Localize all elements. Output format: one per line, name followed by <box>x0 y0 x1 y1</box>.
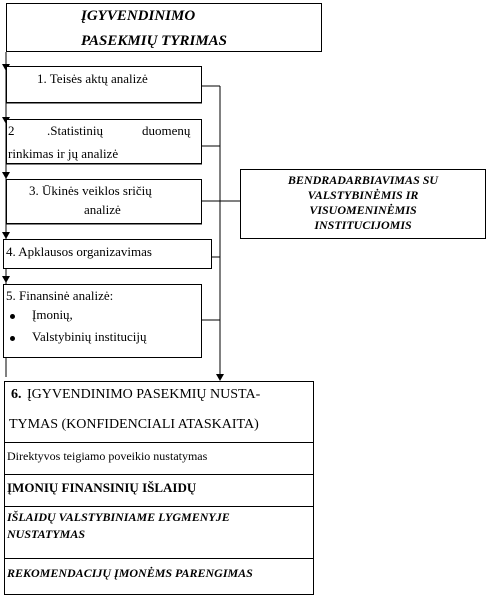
step-5-box <box>3 284 202 358</box>
step-2-number: 2 <box>8 123 15 138</box>
step-5-item-2: Valstybinių institucijų <box>32 329 147 344</box>
bullet-icon <box>10 336 15 341</box>
cooperation-line3: VISUOMENINĖMIS <box>309 203 417 217</box>
result-divider <box>5 442 313 443</box>
step-2-box <box>6 119 202 164</box>
step-3-line2: analizė <box>84 202 121 217</box>
result-line2: TYMAS (KONFIDENCIALI ATASKAITA) <box>9 417 259 432</box>
result-row4: REKOMENDACIJŲ ĮMONĖMS PARENGIMAS <box>7 566 253 580</box>
step-2-word1: .Statistinių <box>47 123 103 138</box>
result-number: 6. <box>11 387 22 402</box>
step-1-label: 1. Teisės aktų analizė <box>37 71 148 86</box>
result-row2: ĮMONIŲ FINANSINIŲ IŠLAIDŲ <box>7 480 197 495</box>
bullet-icon <box>10 314 15 319</box>
title-line1: ĮGYVENDINIMO <box>81 8 196 24</box>
step-5-item-1: Įmonių, <box>32 307 73 322</box>
cooperation-box <box>240 169 486 239</box>
step-3-line1: 3. Ūkinės veiklos sričių <box>29 183 152 198</box>
result-row1: Direktyvos teigiamo poveikio nustatymas <box>7 449 208 463</box>
step-4-box <box>3 239 212 269</box>
result-box <box>4 381 314 595</box>
result-line1: ĮGYVENDINIMO PASEKMIŲ NUSTA- <box>27 387 261 402</box>
cooperation-line4: INSTITUCIJOMIS <box>314 218 412 232</box>
result-row3-line1: IŠLAIDŲ VALSTYBINIAME LYGMENYJE <box>7 510 230 524</box>
result-divider <box>5 558 313 559</box>
result-divider <box>5 474 313 475</box>
result-row3-line2: NUSTATYMAS <box>7 527 86 541</box>
cooperation-line1: BENDRADARBIAVIMAS SU <box>287 173 439 187</box>
step-2-word2: duomenų <box>142 123 191 138</box>
step-1-box <box>6 66 202 103</box>
step-5-title: 5. Finansinė analizė: <box>6 288 114 303</box>
cooperation-line2: VALSTYBINĖMIS IR <box>307 188 419 202</box>
title-line2: PASEKMIŲ TYRIMAS <box>81 33 228 49</box>
step-2-line2: rinkimas ir jų analizė <box>8 146 119 161</box>
step-3-box <box>6 179 202 224</box>
result-divider <box>5 506 313 507</box>
step-4-label: 4. Apklausos organizavimas <box>6 244 152 259</box>
title-box <box>6 3 322 52</box>
